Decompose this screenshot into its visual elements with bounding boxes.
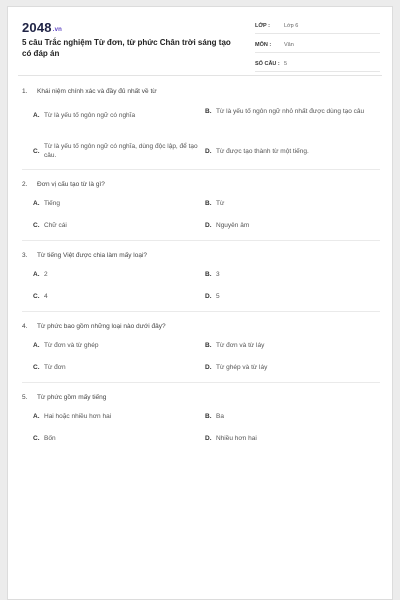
question-number: 4. — [22, 322, 28, 330]
option-text: 2 — [44, 271, 48, 278]
page-title: 5 câu Trắc nghiệm Từ đơn, từ phức Chân trời sáng tạo có đáp án — [22, 38, 231, 58]
option-c[interactable] — [33, 142, 198, 160]
option-a[interactable] — [33, 270, 198, 279]
option-text: Nguyên âm — [216, 222, 250, 229]
option-group — [22, 99, 380, 165]
option-text: Hai hoặc nhiều hơn hai — [44, 413, 112, 420]
option-letter: A. — [33, 200, 40, 207]
option-letter: B. — [205, 271, 212, 278]
option-letter: C. — [33, 222, 40, 229]
question-list — [22, 77, 380, 449]
option-text: 4 — [44, 293, 48, 300]
meta-label: SỐ CÂU : — [255, 61, 280, 67]
option-letter: D. — [205, 222, 212, 229]
option-letter: C. — [33, 293, 40, 300]
option-text: Từ là yếu tố ngôn ngữ nhỏ nhất được dùng tạo câu — [216, 108, 365, 115]
question-prompt: Khái niệm chính xác và đầy đủ nhất về từ — [37, 87, 157, 95]
option-letter: B. — [205, 342, 212, 349]
option-d[interactable] — [205, 292, 370, 301]
meta-row-count — [255, 57, 380, 72]
question-number: 2. — [22, 180, 28, 188]
meta-label: MÔN : — [255, 42, 272, 48]
option-letter: C. — [33, 435, 40, 442]
option-text: Từ ghép và từ láy — [216, 364, 268, 371]
option-a[interactable] — [33, 341, 198, 350]
option-text: Từ là yếu tố ngôn ngữ có nghĩa, dùng độc lập, để tạo câu. — [44, 143, 198, 159]
option-text: Từ — [216, 200, 225, 207]
question-number: 1. — [22, 87, 28, 95]
question-text — [22, 83, 380, 99]
question-prompt: Từ tiếng Việt được chia làm mấy loại? — [37, 251, 148, 259]
site-logo[interactable] — [22, 20, 62, 35]
worksheet — [7, 6, 393, 600]
logo-text: 2048 — [22, 20, 52, 35]
option-letter: D. — [205, 293, 212, 300]
option-c[interactable] — [33, 292, 198, 301]
option-text: Từ được tạo thành từ một tiếng. — [216, 148, 309, 155]
option-letter: B. — [205, 413, 212, 420]
option-text: Ba — [216, 413, 224, 420]
question-text — [22, 176, 380, 192]
option-letter: C. — [33, 147, 40, 155]
question-prompt: Từ phức gồm mấy tiếng — [37, 393, 107, 401]
option-d[interactable] — [205, 434, 370, 443]
option-b[interactable] — [205, 270, 370, 279]
option-group — [22, 334, 380, 378]
meta-label: LỚP : — [255, 23, 270, 29]
option-group — [22, 192, 380, 236]
option-b[interactable] — [205, 341, 370, 350]
option-text: Từ đơn và từ láy — [216, 342, 265, 349]
question-2 — [22, 176, 380, 241]
option-text: Từ là yếu tố ngôn ngữ có nghĩa — [44, 112, 136, 119]
question-text — [22, 318, 380, 334]
option-letter: B. — [205, 108, 212, 115]
question-5 — [22, 389, 380, 449]
option-a[interactable] — [33, 412, 198, 421]
option-letter: B. — [205, 200, 212, 207]
option-text: 3 — [216, 271, 220, 278]
option-b[interactable] — [205, 199, 370, 208]
option-text: Tiếng — [44, 200, 61, 207]
question-divider — [22, 311, 380, 312]
option-c[interactable] — [33, 363, 198, 372]
option-text: Chữ cái — [44, 222, 67, 229]
question-number: 5. — [22, 393, 28, 401]
question-divider — [22, 382, 380, 383]
question-3 — [22, 247, 380, 312]
option-d[interactable] — [205, 221, 370, 230]
option-b[interactable] — [205, 107, 370, 116]
question-text — [22, 247, 380, 263]
question-4 — [22, 318, 380, 383]
option-letter: A. — [33, 112, 40, 119]
option-letter: A. — [33, 271, 40, 278]
meta-value: Lớp 6 — [284, 23, 299, 29]
option-group — [22, 405, 380, 449]
option-c[interactable] — [33, 434, 198, 443]
option-letter: D. — [205, 435, 212, 442]
meta-panel — [255, 19, 380, 76]
option-text: Bốn — [44, 435, 56, 442]
option-letter: D. — [205, 148, 212, 155]
question-divider — [22, 240, 380, 241]
option-text: Từ đơn — [44, 364, 66, 371]
question-text — [22, 389, 380, 405]
option-letter: D. — [205, 364, 212, 371]
meta-row-subject — [255, 38, 380, 53]
option-text: 5 — [216, 293, 220, 300]
option-a[interactable] — [33, 199, 198, 208]
option-text: Nhiều hơn hai — [216, 435, 257, 442]
option-group — [22, 263, 380, 307]
option-c[interactable] — [33, 221, 198, 230]
option-b[interactable] — [205, 412, 370, 421]
option-letter: C. — [33, 364, 40, 371]
header-divider — [18, 75, 382, 76]
meta-row-class — [255, 19, 380, 34]
question-number: 3. — [22, 251, 28, 259]
question-prompt: Từ phức bao gồm những loại nào dưới đây? — [37, 322, 166, 330]
meta-value: Văn — [284, 42, 294, 48]
meta-value: 5 — [284, 61, 288, 67]
question-1 — [22, 83, 380, 170]
logo-domain: .vn — [52, 27, 63, 33]
option-letter: A. — [33, 413, 40, 420]
option-letter: A. — [33, 342, 40, 349]
option-a[interactable] — [33, 111, 198, 120]
question-divider — [22, 169, 380, 170]
question-prompt: Đơn vị cấu tạo từ là gì? — [37, 180, 105, 188]
option-d[interactable] — [205, 147, 370, 156]
option-text: Từ đơn và từ ghép — [44, 342, 99, 349]
option-d[interactable] — [205, 363, 370, 372]
